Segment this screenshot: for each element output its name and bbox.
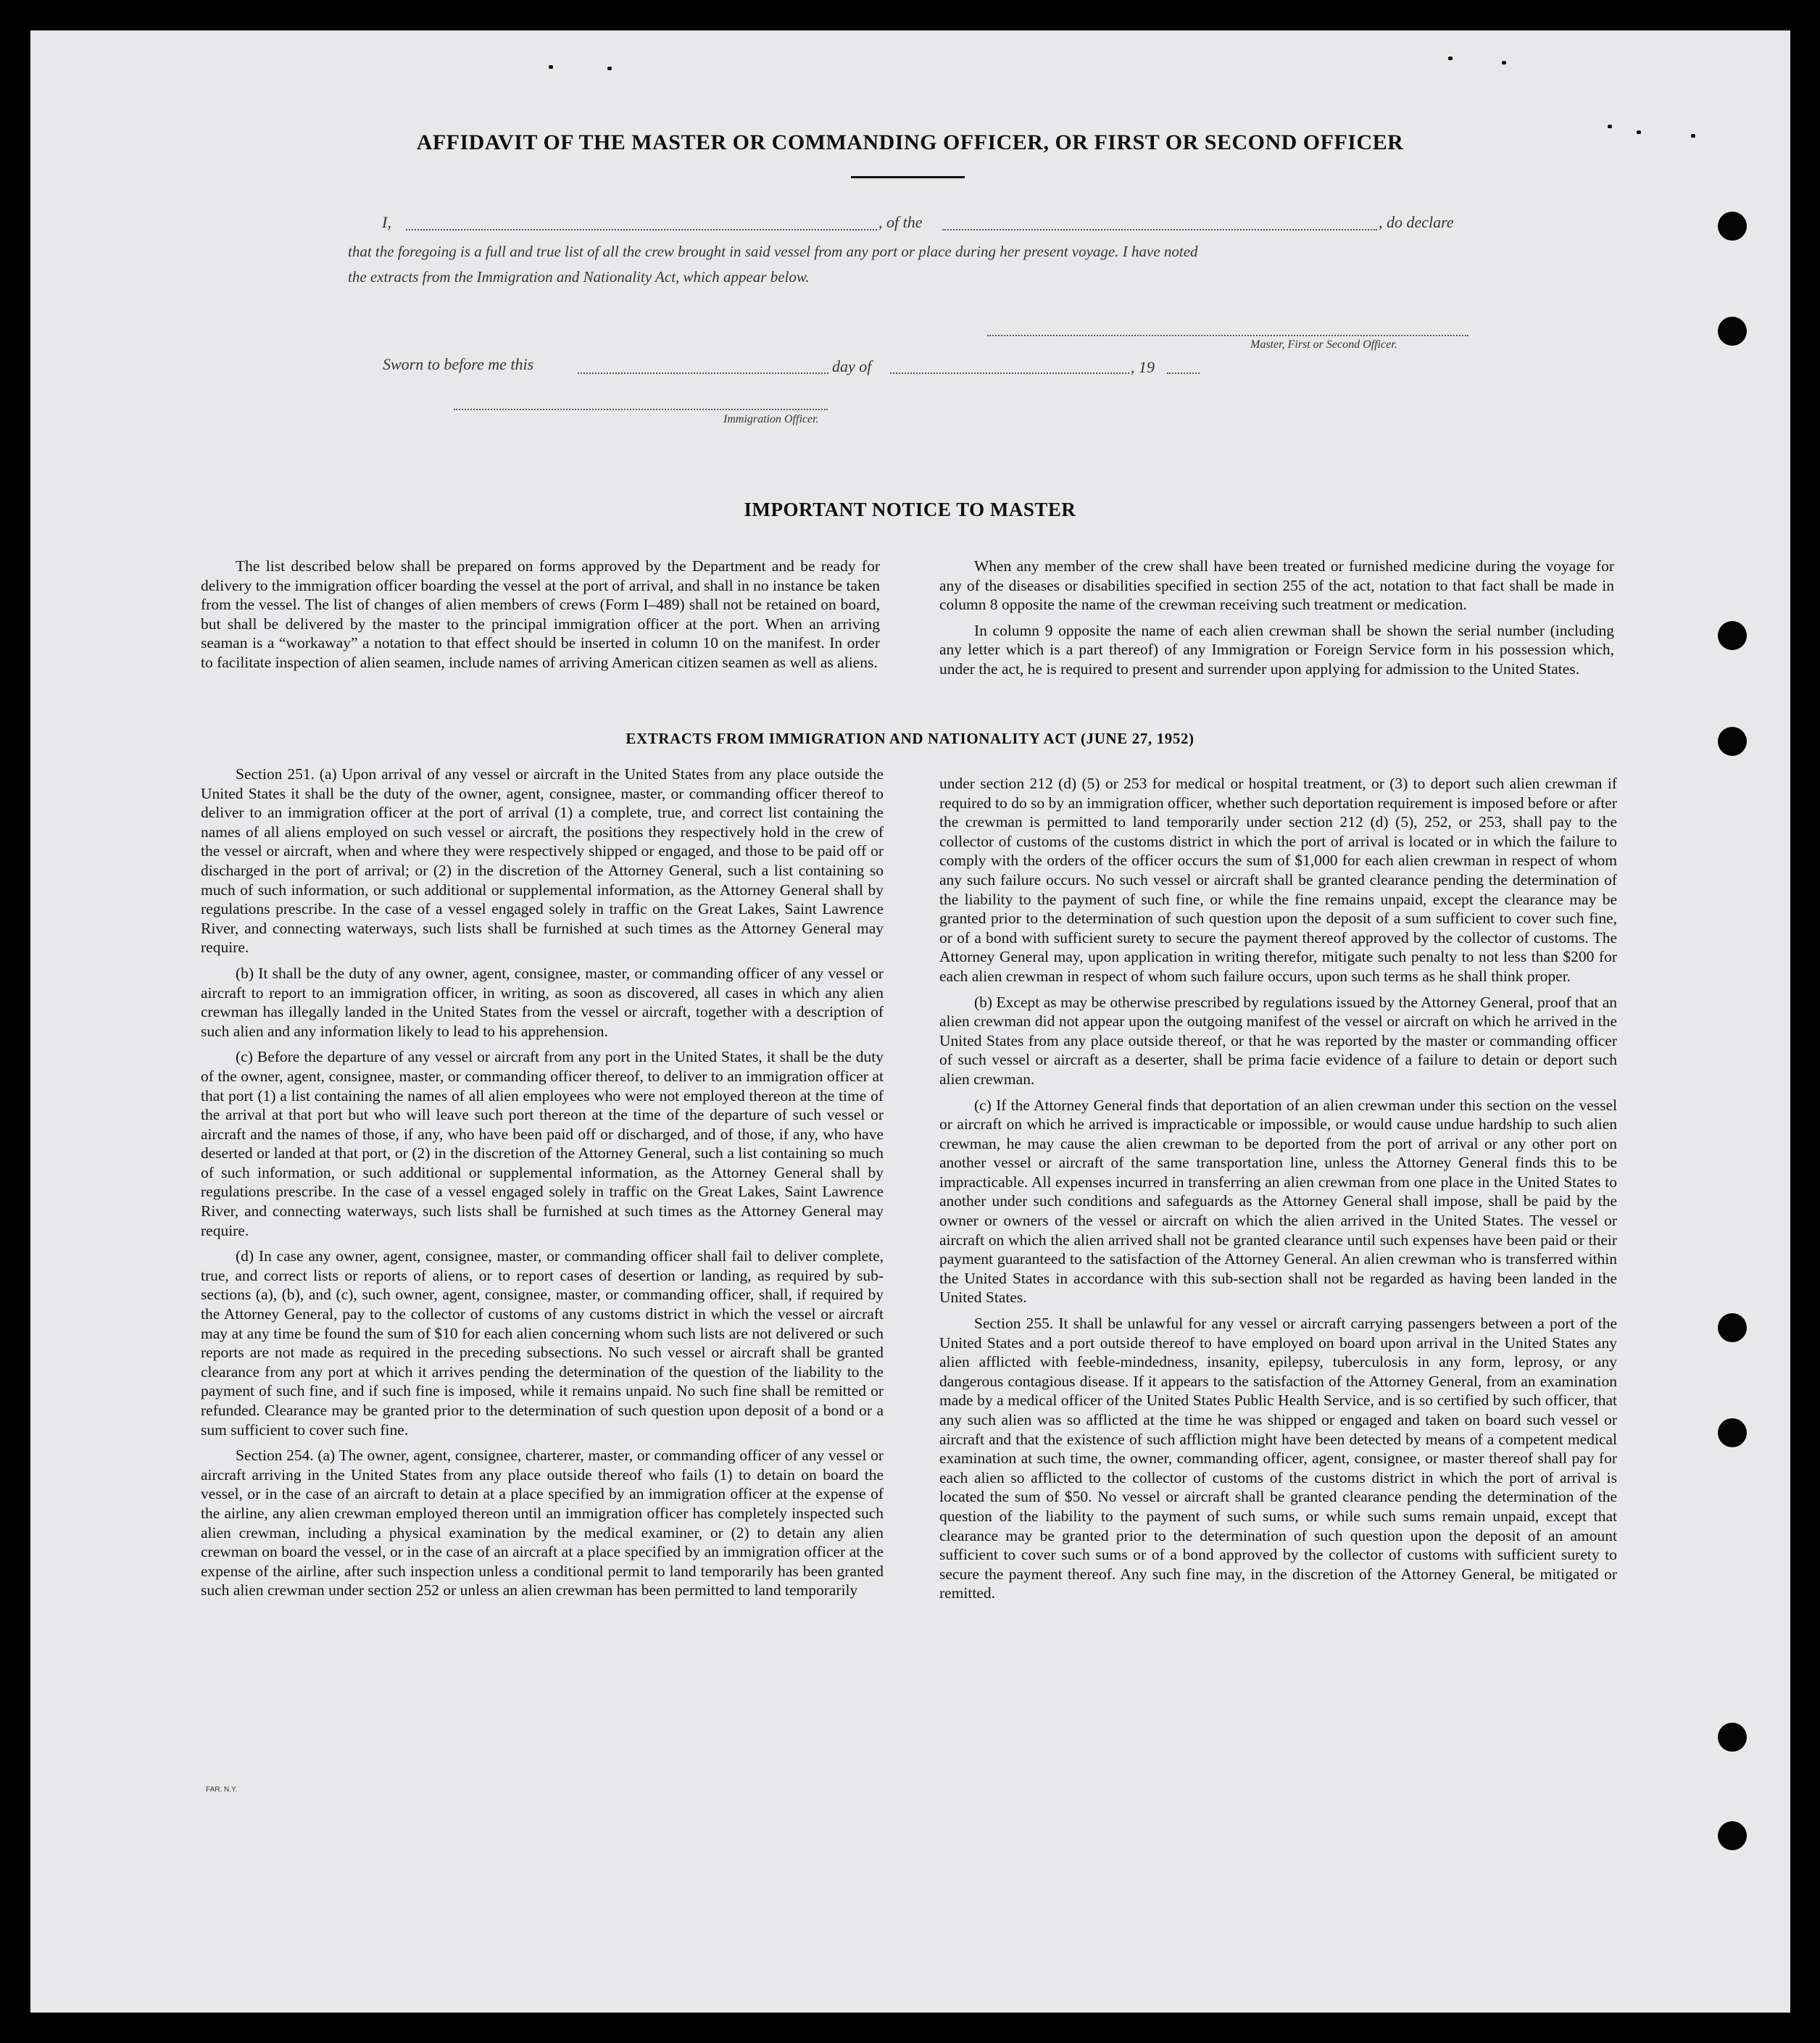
affidavit-of-the-label: , of the (878, 213, 923, 231)
notice-right-column (939, 557, 1614, 686)
extracts-left-column (201, 765, 884, 1607)
affidavit-statement-line-3: the extracts from the Immigration and Nationality Act, which appear below. (348, 268, 810, 286)
ink-speck (1608, 125, 1612, 128)
section-paragraph: Section 251. (a) Upon arrival of any vessel or aircraft in the United States from any place outside the United States it shall be the duty of the owner, agent, consignee, master, or commanding officer thereof to deliver to an immigration officer at the port of arrival (1) a complete, true, and correct list containing the names of all aliens employed on such vessel or aircraft, the positions they respectively hold in the crew of the vessel or aircraft, when and where they were respectively shipped or engaged, and those to be paid off or discharged in the port of arrival; or (2) in the discretion of the Attorney General, such a list containing so much of such information, or such additional or supplemental information, as the Attorney General shall by regulations prescribe. In the case of a vessel engaged solely in traffic on the Great Lakes, Saint Lawrence River, and connecting waterways, such lists shall be furnished at such times as the Attorney General may require. (201, 765, 884, 957)
notice-title: IMPORTANT NOTICE TO MASTER (744, 499, 1076, 520)
sworn-label: Sworn to before me this (383, 355, 534, 373)
ink-speck (1448, 57, 1453, 60)
punch-hole (1718, 1723, 1747, 1752)
affidavit-title: AFFIDAVIT OF THE MASTER OR COMMANDING OFFICER, OR FIRST OR SECOND OFFICER (416, 130, 1404, 154)
printer-mark: FAR. N.Y. (206, 1786, 238, 1794)
section-paragraph: Section 254. (a) The owner, agent, consignee, charterer, master, or commanding officer of any vessel or aircraft arriving in the United States from any place outside thereof who fails (1) to detain on board the vessel, or in the case of an aircraft to detain at a place specified by an immigration officer at the expense of the airline, any alien crewman employed thereon until an immigration officer has completely inspected such alien crewman, including a physical examination by the medical examiner, or (2) to detain any alien crewman on board the vessel, or in the case of an aircraft at a place specified by an immigration officer at the expense of the airline, after such inspection unless a conditional permit to land temporarily has been granted such alien crewman under section 252 or unless an alien crewman has been permitted to land temporarily (201, 1447, 884, 1599)
section-paragraph: Section 255. It shall be unlawful for any vessel or aircraft carrying passengers between a port of the United States and a port outside thereof to have employed on board upon arrival in the United States any alien afflicted with feeble-mindedness, insanity, epilepsy, tuberculosis in any form, leprosy, or any dangerous contagious disease. If it appears to the satisfaction of the Attorney General, from an examination made by a medical officer of the United States Public Health Service, and is so certified by such officer, that any such alien was so afflicted at the time he was shipped or engaged and taken on board such vessel or aircraft and that the existence of such affliction might have been detected by means of a competent medical examination at such time, the owner, commanding officer, agent, consignee, or master thereof shall pay for each alien so afflicted to the collector of customs of the customs district in which the port of arrival is located the sum of $50. No vessel or aircraft shall be granted clearance pending the determination of the question of the liability to the payment of such sums, or while such sums remain unpaid, except that clearance may be granted prior to the determination of such question upon the deposit of an amount sufficient to cover such sums or of a bond approved by the collector of customs with sufficient surety to secure the payment thereof. Any such fine may, in the discretion of the Attorney General, be mitigated or remitted. (939, 1315, 1617, 1602)
day-of-label: day of (832, 357, 872, 375)
title-rule (851, 176, 965, 178)
notice-left-column (201, 557, 880, 679)
punch-hole (1718, 621, 1747, 650)
section-paragraph: (c) Before the departure of any vessel or aircraft from any port in the United States, it shall be the duty of the owner, agent, consignee, master, or commanding officer thereof, to deliver to an immigration officer at that port (1) a list containing the names of all alien employees who were not employed thereon at the time of the arrival at that port but who will leave such port thereon at the time of the departure of such vessel or aircraft and the names of those, if any, who have been paid off or discharged, and of those, if any, who have deserted or landed at that port, or (2) in the discretion of the Attorney General, such a list containing so much of such information, or such additional or supplemental information, as the Attorney General shall by regulations prescribe. In the case of a vessel engaged solely in traffic on the Great Lakes, Saint Lawrence River, and connecting waterways, such lists shall be furnished at such times as the Attorney General may require. (201, 1048, 884, 1239)
section-paragraph: under section 212 (d) (5) or 253 for medical or hospital treatment, or (3) to deport such alien crewman if required to do so by an immigration officer, whether such deportation requirement is imposed before or after the crewman is permitted to land temporarily under section 212 (d) (5), 252, or 253, shall pay to the collector of customs of the customs district in which the port of arrival is located or in which the failure to comply with the orders of the officer occurs the sum of $1,000 for each alien crewman in respect of whom any such failure occurs. No such vessel or aircraft shall be granted clearance pending the determination of the liability to the payment of such fine, or while the fine remains unpaid, except the clearance may be granted prior to the determination of such question upon the deposit of a sum sufficient to cover such fine, or of a bond with sufficient surety to secure the payment thereof approved by the collector of customs. The Attorney General may, upon application in writing therefor, mitigate such penalty to not less than $200 for each alien crewman in respect of whom such failure occurs, upon such terms as he shall think proper. (939, 775, 1617, 985)
extracts-title: EXTRACTS FROM IMMIGRATION AND NATIONALITY ACT (JUNE 27, 1952) (626, 730, 1194, 747)
extracts-right-column (939, 774, 1617, 1610)
ink-speck (549, 65, 553, 69)
punch-hole (1718, 212, 1747, 241)
ink-speck (607, 67, 612, 70)
punch-hole (1718, 1821, 1747, 1850)
notice-paragraph: The list described below shall be prepared on forms approved by the Department and be ready for delivery to the immigration officer boarding the vessel at the port of arrival, and shall in no instance be taken from the vessel. The list of changes of alien members of crews (Form I–489) shall not be retained on board, but shall be delivered by the master to the principal immigration officer at the port. When an arriving seaman is a “workaway” a notation to that effect should be inserted in column 10 on the manifest. In order to facilitate inspection of alien seamen, include names of arriving American citizen seamen as well as aliens. (201, 557, 880, 671)
section-paragraph: (d) In case any owner, agent, consignee, master, or commanding officer shall fail to deliver complete, true, and correct lists or reports of aliens, or to report cases of desertion or landing, as required by sub-sections (a), (b), and (c), such owner, agent, consignee, master, or commanding officer, shall, if required by the Attorney General, pay to the collector of customs of any customs district in which the vessel or aircraft may at any time be found the sum of $10 for each alien concerning whom such lists are not delivered or such reports are not made as required in the preceding subsections. No such vessel or aircraft shall be granted clearance from any port at which it arrives pending the determination of the question of the liability to the payment of such fine, and if such fine is imposed, while it remains unpaid. No such fine shall be remitted or refunded. Clearance may be granted prior to the determination of such question upon deposit of a bond or a sum sufficient to cover such fine. (201, 1247, 884, 1439)
vessel-blank[interactable] (942, 229, 1377, 230)
section-paragraph: (b) It shall be the duty of any owner, agent, consignee, master, or commanding officer of any vessel or aircraft to report to an immigration officer, in writing, as soon as discovered, all cases in which any alien crewman has illegally landed in the United States from the vessel or aircraft, together with a description of such alien and any information likely to lead to his apprehension. (201, 964, 884, 1040)
ink-speck (1502, 61, 1506, 65)
sworn-date-blank[interactable] (578, 373, 828, 374)
officer-signature-line[interactable] (454, 409, 828, 410)
section-paragraph: (c) If the Attorney General finds that deportation of an alien crewman under this section on the vessel or aircraft on which he arrived is impracticable or impossible, or would cause undue hardship to such alien crewman, he may cause the alien crewman to be deported from the port of arrival or any other port on another vessel or aircraft of the same transportation line, unless the Attorney General finds this to be impracticable. All expenses incurred in transferring an alien crewman from one place in the United States to another under such conditions and safeguards as the Attorney General shall impose, shall be paid by the owner or owners of the vessel or aircraft on which the alien arrived in the United States. The vessel or aircraft on which the alien arrived shall not be granted clearance until such expenses have been paid or their payment guaranteed to the satisfaction of the Attorney General. An alien crewman who is transferred within the United States in accordance with this sub-section shall not be regarded as having been landed in the United States. (939, 1096, 1617, 1307)
master-signature-label: Master, First or Second Officer. (1250, 338, 1397, 351)
punch-hole (1718, 1418, 1747, 1447)
affidavit-i-label: I, (382, 213, 391, 231)
year-label: , 19 (1131, 358, 1155, 376)
officer-signature-label: Immigration Officer. (723, 413, 819, 425)
punch-hole (1718, 1313, 1747, 1342)
section-paragraph: (b) Except as may be otherwise prescribed by regulations issued by the Attorney General, proof that an alien crewman did not appear upon the outgoing manifest of the vessel or aircraft on which he arrived in the United States from any place outside thereof, or that he was reported by the master or commanding officer of such vessel or aircraft as a deserter, shall be prima facie evidence of a failure to detain or deport such alien crewman. (939, 993, 1617, 1088)
year-blank[interactable] (1167, 373, 1200, 374)
master-signature-line[interactable] (987, 335, 1468, 336)
affidavit-statement-line-2: that the foregoing is a full and true list of all the crew brought in said vessel from any port or place during her present voyage. I have noted (348, 243, 1198, 260)
punch-hole (1718, 317, 1747, 346)
notice-paragraph: When any member of the crew shall have been treated or furnished medicine during the voyage for any of the diseases or disabilities specified in section 255 of the act, notation to that fact shall be made in column 8 opposite the name of the crewman receiving such treatment or medication. (939, 557, 1614, 614)
name-blank[interactable] (406, 229, 877, 230)
month-blank[interactable] (890, 373, 1129, 374)
affidavit-declare-label: , do declare (1379, 213, 1454, 231)
notice-paragraph: In column 9 opposite the name of each alien crewman shall be shown the serial number (including any letter which is a part thereof) of any Immigration or Foreign Service form in his possession which, under the act, he is required to present and surrender upon applying for admission to the United States. (939, 621, 1614, 678)
